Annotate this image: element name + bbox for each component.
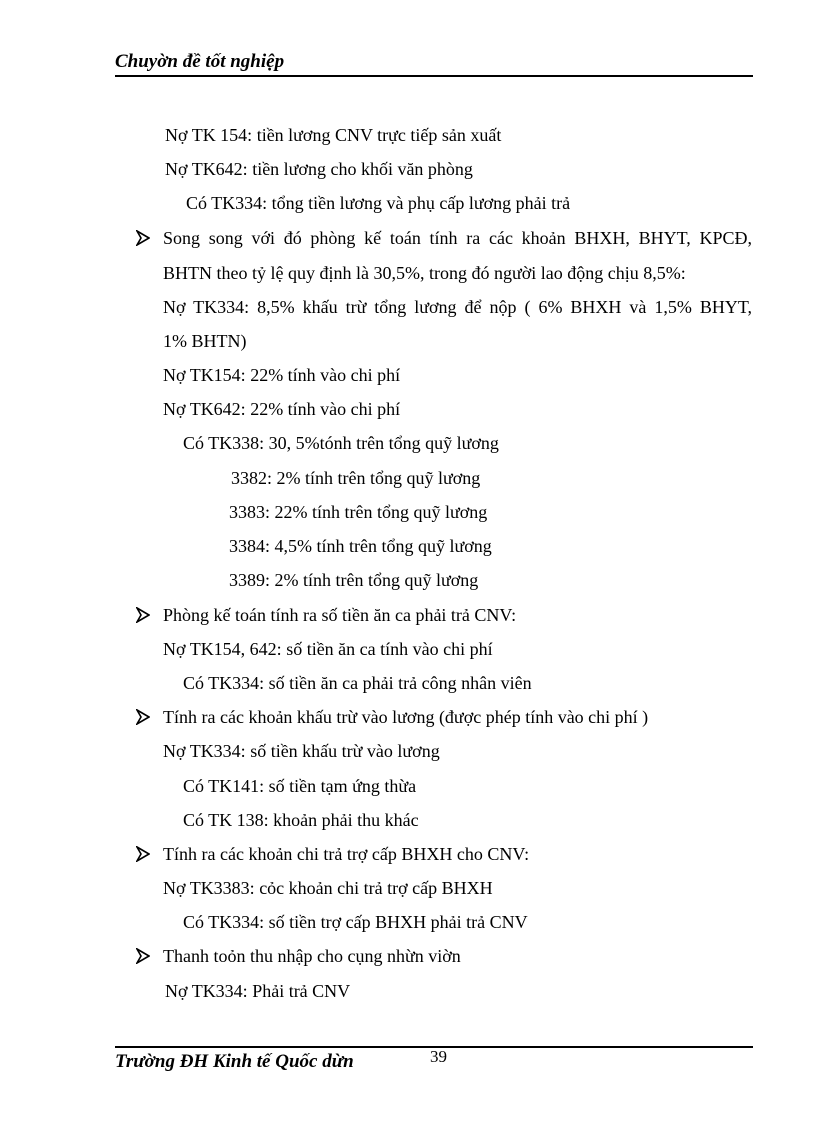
text-line: Tính ra các khoản khấu trừ vào lương (được phép tính vào chi phí ) xyxy=(163,707,649,727)
text-line: 3389: 2% tính trên tổng quỹ lương xyxy=(229,570,479,590)
footer-title: Trường ĐH Kinh tế Quốc dừn xyxy=(115,1051,354,1072)
text-line: Tính ra các khoản chi trả trợ cấp BHXH cho CNV: xyxy=(163,844,530,864)
text-line: Song song với đó phòng kế toán tính ra các khoản BHXH, BHYT, KPCĐ, xyxy=(163,228,752,248)
text-line: 3384: 4,5% tính trên tổng quỹ lương xyxy=(229,536,492,556)
page-number: 39 xyxy=(430,1047,447,1066)
arrow-bullet-icon xyxy=(136,230,150,246)
text-line: Nợ TK334: 8,5% khấu trừ tổng lương để nộp ( 6% BHXH và 1,5% BHYT, xyxy=(163,297,752,317)
arrow-bullet-icon xyxy=(136,948,150,964)
header-divider xyxy=(115,75,753,77)
text-line: Có TK334: số tiền ăn ca phải trả công nhân viên xyxy=(183,673,532,693)
arrow-bullet-icon xyxy=(136,607,150,623)
text-line: BHTN theo tỷ lệ quy định là 30,5%, trong đó người lao động chịu 8,5%: xyxy=(163,263,686,283)
text-line: Nợ TK334: Phải trả CNV xyxy=(165,981,351,1001)
text-line: 1% BHTN) xyxy=(163,331,247,351)
text-line: Có TK334: tổng tiền lương và phụ cấp lương phải trả xyxy=(186,193,571,213)
text-line: Nợ TK154, 642: số tiền ăn ca tính vào chi phí xyxy=(163,639,493,659)
text-line: Có TK 138: khoản phải thu khác xyxy=(183,810,419,830)
text-line: Nợ TK642: 22% tính vào chi phí xyxy=(163,399,401,419)
text-line: Nợ TK 154: tiền lương CNV trực tiếp sản xuất xyxy=(165,125,502,145)
text-line: Nợ TK642: tiền lương cho khối văn phòng xyxy=(165,159,473,179)
arrow-bullet-icon xyxy=(136,709,150,725)
arrow-bullet-icon xyxy=(136,846,150,862)
text-line: Có TK338: 30, 5%tónh trên tổng quỹ lương xyxy=(183,433,499,453)
text-line: Nợ TK3383: cỏc khoản chi trả trợ cấp BHXH xyxy=(163,878,493,898)
text-line: Nợ TK154: 22% tính vào chi phí xyxy=(163,365,401,385)
text-line: Có TK141: số tiền tạm ứng thừa xyxy=(183,776,417,796)
text-line: Có TK334: số tiền trợ cấp BHXH phải trả CNV xyxy=(183,912,528,932)
text-line: Thanh toỏn thu nhập cho cụng nhừn viờn xyxy=(163,946,461,966)
text-line: 3382: 2% tính trên tổng quỹ lương xyxy=(231,468,481,488)
header-title: Chuyờn đề tốt nghiệp xyxy=(115,51,285,72)
text-line: 3383: 22% tính trên tổng quỹ lương xyxy=(229,502,488,522)
text-line: Phòng kế toán tính ra số tiền ăn ca phải trả CNV: xyxy=(163,605,517,625)
text-line: Nợ TK334: số tiền khấu trừ vào lương xyxy=(163,741,440,761)
